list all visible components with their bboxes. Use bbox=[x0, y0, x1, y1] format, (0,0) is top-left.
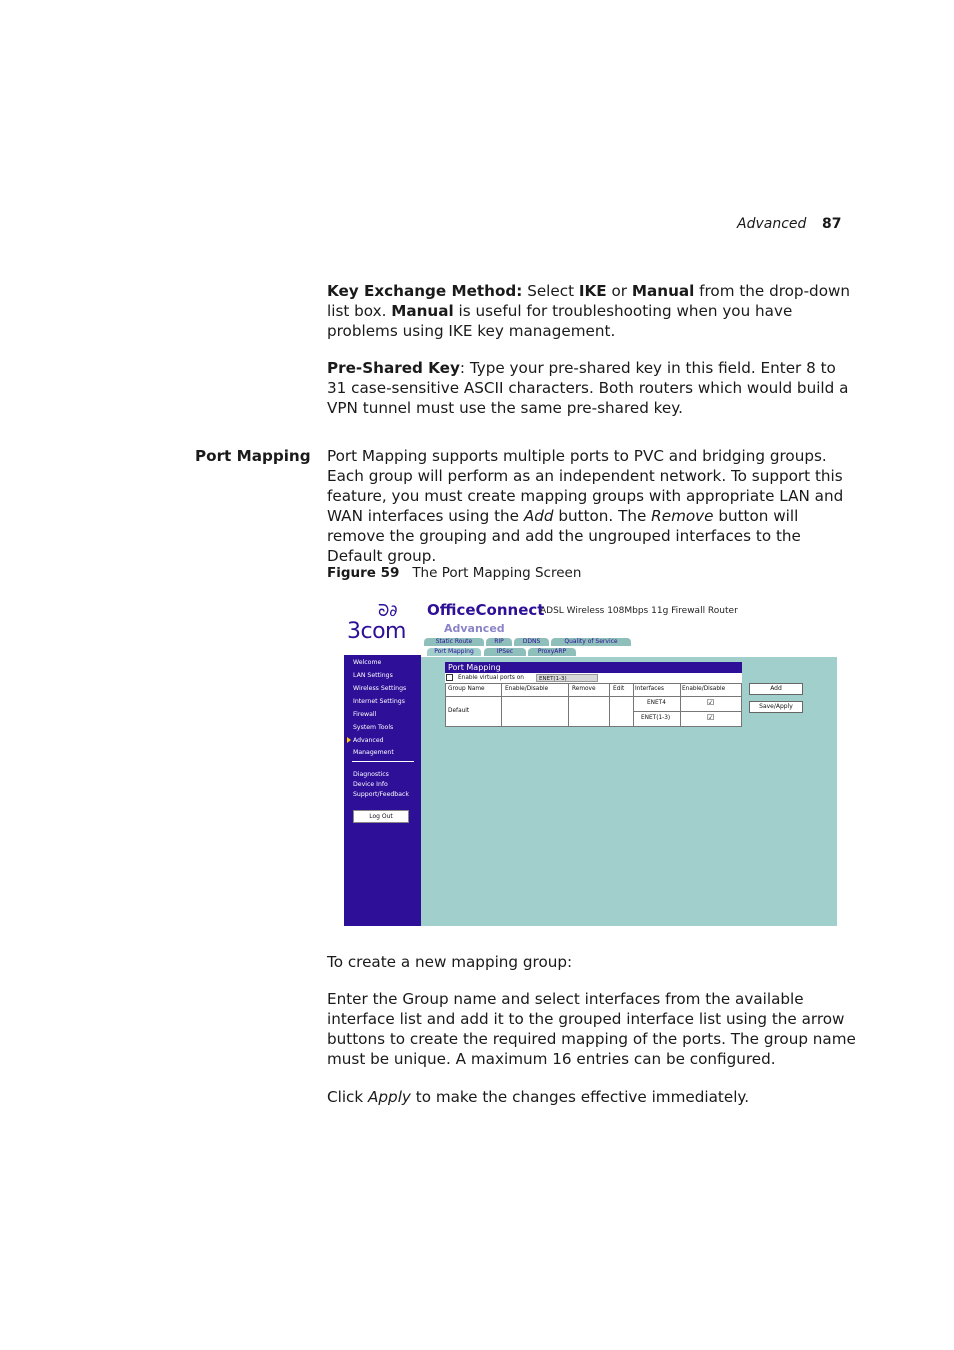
table-border bbox=[741, 683, 742, 727]
interface-cell: ENET(1-3) bbox=[641, 715, 671, 721]
key-exchange-paragraph bbox=[327, 281, 857, 341]
nav-lan-settings[interactable]: LAN Settings bbox=[353, 672, 393, 679]
figure-caption-text: The Port Mapping Screen bbox=[412, 565, 582, 581]
group-name-cell: Default bbox=[448, 708, 470, 714]
table-border bbox=[568, 683, 569, 727]
term-manual: Manual bbox=[391, 302, 454, 320]
table-border bbox=[609, 683, 610, 727]
interface-enable-checkbox[interactable]: ☑ bbox=[707, 713, 715, 722]
tab-static-route[interactable]: Static Route bbox=[424, 638, 484, 646]
term-apply: Apply bbox=[368, 1088, 411, 1106]
add-button[interactable]: Add bbox=[749, 683, 803, 695]
nav-divider bbox=[352, 761, 414, 762]
figure-caption bbox=[327, 565, 581, 581]
text-run: to make the changes effective immediately. bbox=[410, 1088, 750, 1106]
tab-quality-of-service[interactable]: Quality of Service bbox=[551, 638, 631, 646]
nav-management[interactable]: Management bbox=[353, 749, 394, 756]
running-header-section: Advanced bbox=[737, 216, 807, 232]
table-border bbox=[501, 683, 502, 727]
table-border bbox=[445, 726, 742, 727]
table-border bbox=[633, 711, 742, 712]
tab-ddns[interactable]: DDNS bbox=[514, 638, 549, 646]
tab-ipsec[interactable]: IPSec bbox=[484, 648, 526, 656]
term-add: Add bbox=[523, 507, 554, 525]
enter-paragraph: Enter the Group name and select interfaces from the available interface list and add it to the grouped interface list using the arrow buttons to create the required mapping of the ports. The group name must be unique. A maximum 16 entries can be configured. bbox=[327, 990, 856, 1068]
brand-tagline: ADSL Wireless 108Mbps 11g Firewall Router bbox=[540, 606, 738, 616]
column-header: Interfaces bbox=[635, 686, 664, 692]
text-run: or bbox=[606, 282, 632, 300]
tab-port-mapping[interactable]: Port Mapping bbox=[427, 648, 481, 656]
term-ike: IKE bbox=[578, 282, 607, 300]
table-border bbox=[680, 683, 681, 727]
enable-virtual-ports-label: Enable virtual ports on bbox=[458, 675, 524, 681]
page-number: 87 bbox=[822, 216, 842, 232]
text-run: Port Mapping supports multiple ports to PVC and bridging groups. Each group will perform as an independent network. To support this feature, you must create mapping groups with appropriate LAN and WAN interfaces using the bbox=[327, 447, 844, 525]
tab-rip[interactable]: RIP bbox=[486, 638, 512, 646]
term-manual: Manual bbox=[631, 282, 695, 300]
text-run: button will remove the grouping and add the ungrouped interfaces to the Default group. bbox=[327, 507, 801, 565]
text-run: Select bbox=[522, 282, 579, 300]
port-mapping-screenshot bbox=[344, 597, 837, 926]
click-apply-paragraph bbox=[327, 1087, 857, 1107]
port-mapping-paragraph bbox=[327, 446, 857, 566]
text-run: : Type your pre-shared key in this field. Enter 8 to 31 case-sensitive ASCII characters. Both routers which would build a VPN tunnel must use the same pre-shared key. bbox=[327, 359, 849, 417]
brand-title: OfficeConnect bbox=[427, 601, 545, 619]
nav-wireless-settings[interactable]: Wireless Settings bbox=[353, 685, 407, 692]
nav-advanced[interactable]: Advanced bbox=[353, 737, 384, 744]
nav-active-arrow-icon bbox=[347, 737, 351, 743]
column-header: Enable/Disable bbox=[505, 686, 549, 692]
table-border bbox=[445, 696, 742, 697]
text-run: button. The bbox=[553, 507, 652, 525]
nav-device-info[interactable]: Device Info bbox=[353, 781, 388, 788]
logo-text: 3com bbox=[347, 619, 406, 644]
column-header: Enable/Disable bbox=[682, 686, 726, 692]
nav-welcome[interactable]: Welcome bbox=[353, 659, 382, 666]
logout-button[interactable]: Log Out bbox=[353, 810, 409, 823]
text-run: Click bbox=[327, 1088, 369, 1106]
enable-virtual-ports-checkbox[interactable] bbox=[446, 674, 453, 681]
create-intro: To create a new mapping group: bbox=[327, 953, 573, 971]
table-border bbox=[445, 683, 742, 684]
text-run: from the drop-down list box. bbox=[327, 282, 851, 320]
term-remove: Remove bbox=[651, 507, 714, 525]
interface-cell: ENET4 bbox=[647, 700, 666, 706]
nav-internet-settings[interactable]: Internet Settings bbox=[353, 698, 405, 705]
interface-enable-checkbox[interactable]: ☑ bbox=[707, 698, 715, 707]
table-border bbox=[445, 683, 446, 727]
virtual-ports-field[interactable]: ENET(1-3) bbox=[536, 674, 598, 682]
pre-shared-paragraph bbox=[327, 358, 857, 418]
column-header: Edit bbox=[613, 686, 625, 692]
table-border bbox=[633, 683, 634, 727]
column-header: Remove bbox=[572, 686, 596, 692]
logo-area bbox=[344, 597, 421, 655]
save-apply-button[interactable]: Save/Apply bbox=[749, 701, 803, 713]
figure-label: Figure 59 bbox=[327, 565, 400, 581]
pre-shared-label: Pre-Shared Key bbox=[327, 359, 460, 377]
nav-support-feedback[interactable]: Support/Feedback bbox=[353, 791, 410, 798]
nav-firewall[interactable]: Firewall bbox=[353, 711, 377, 718]
key-exchange-label: Key Exchange Method: bbox=[327, 282, 523, 300]
column-header: Group Name bbox=[448, 686, 485, 692]
section-label: Advanced bbox=[444, 622, 505, 635]
nav-diagnostics[interactable]: Diagnostics bbox=[353, 771, 389, 778]
3com-logo-icon: ᘐ∂ bbox=[378, 601, 398, 620]
nav-system-tools[interactable]: System Tools bbox=[353, 724, 394, 731]
tab-proxyarp[interactable]: ProxyARP bbox=[528, 648, 576, 656]
text-run: is useful for troubleshooting when you have problems using IKE key management. bbox=[327, 302, 793, 340]
panel-title: Port Mapping bbox=[445, 662, 742, 673]
section-heading-port-mapping: Port Mapping bbox=[195, 447, 311, 465]
